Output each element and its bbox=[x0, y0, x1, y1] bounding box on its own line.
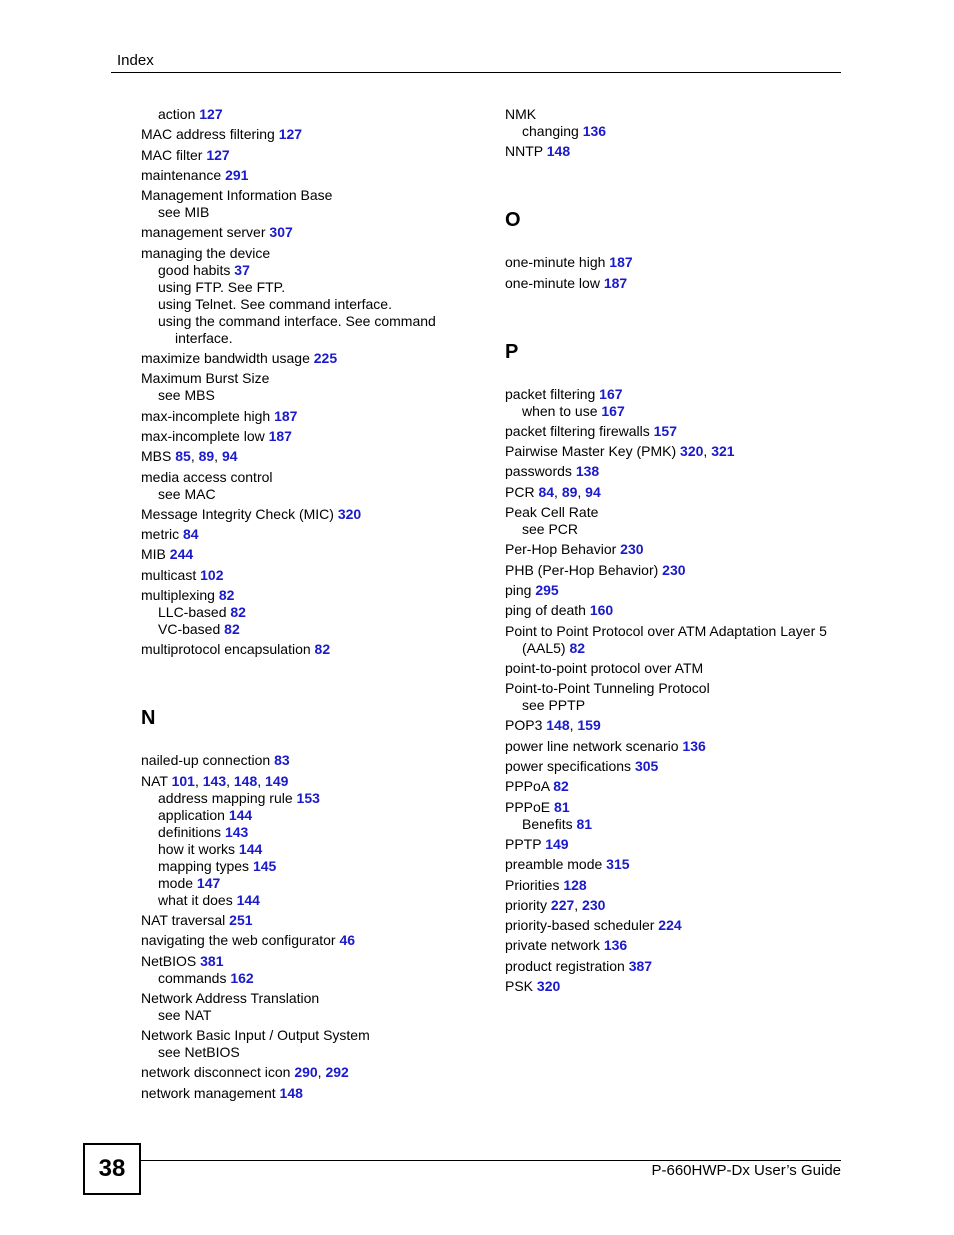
index-entry bbox=[141, 428, 481, 445]
index-term: NAT bbox=[141, 772, 168, 789]
index-term: media access control bbox=[141, 468, 273, 485]
page-header-title: Index bbox=[117, 52, 154, 69]
section-letter-heading: O bbox=[505, 209, 521, 232]
index-term: Point to Point Protocol over ATM Adaptation Layer 5 bbox=[505, 622, 827, 639]
index-column-right bbox=[505, 106, 845, 995]
index-term: what it does bbox=[158, 891, 233, 908]
index-subentry bbox=[141, 262, 481, 279]
page-link[interactable]: 291 bbox=[225, 166, 249, 183]
index-term: management server bbox=[141, 224, 266, 241]
index-term: Network Address Translation bbox=[141, 989, 320, 1006]
index-entry bbox=[141, 245, 481, 262]
index-entry: Pairwise Master Key (PMK) 320, 321 bbox=[505, 443, 735, 460]
index-entry bbox=[141, 953, 481, 970]
page-link[interactable]: 227 bbox=[550, 896, 575, 913]
page-link[interactable]: 305 bbox=[634, 758, 659, 775]
index-subentry bbox=[141, 621, 481, 638]
index-subentry bbox=[141, 313, 481, 330]
page-link[interactable]: 82 bbox=[569, 639, 586, 656]
index-term: MIB bbox=[141, 546, 166, 563]
index-term: nailed-up connection bbox=[141, 752, 271, 769]
index-term: managing the device bbox=[141, 244, 271, 261]
index-entry bbox=[505, 275, 845, 292]
index-entry bbox=[141, 147, 481, 164]
index-term: Pairwise Master Key (PMK) bbox=[505, 443, 677, 460]
page-link[interactable]: 320 bbox=[680, 443, 704, 460]
index-subentry bbox=[141, 204, 481, 221]
index-term: definitions bbox=[158, 823, 222, 840]
index-term: using Telnet. See command interface. bbox=[158, 295, 392, 312]
page-link[interactable]: 230 bbox=[582, 896, 606, 913]
index-term: packet filtering firewalls bbox=[505, 422, 650, 439]
page-link[interactable]: 82 bbox=[314, 641, 331, 658]
index-term: max-incomplete high bbox=[141, 407, 271, 424]
index-term: ping of death bbox=[505, 602, 586, 619]
index-entry: MBS 85, 89, 94 bbox=[141, 448, 238, 465]
page-link[interactable]: 153 bbox=[296, 789, 320, 806]
page-link[interactable]: 225 bbox=[313, 350, 338, 367]
index-entry bbox=[141, 932, 481, 949]
index-term: multicast bbox=[141, 566, 197, 583]
index-term: interface. bbox=[175, 329, 233, 346]
index-entry bbox=[141, 990, 481, 1007]
page-link[interactable]: 244 bbox=[169, 546, 194, 563]
index-term: good habits bbox=[158, 261, 231, 278]
index-entry bbox=[505, 386, 845, 403]
page-link[interactable]: 81 bbox=[554, 798, 570, 815]
page-link[interactable]: 82 bbox=[553, 778, 569, 795]
section-spacer bbox=[505, 364, 845, 386]
index-term: maintenance bbox=[141, 166, 222, 183]
index-entry bbox=[141, 224, 481, 241]
index-term: Message Integrity Check (MIC) bbox=[141, 505, 334, 522]
index-entry bbox=[141, 167, 481, 184]
index-term: packet filtering bbox=[505, 385, 596, 402]
index-entry bbox=[141, 1027, 481, 1044]
index-entry bbox=[141, 350, 481, 367]
index-term: see NetBIOS bbox=[158, 1044, 240, 1061]
index-term: passwords bbox=[505, 463, 572, 480]
index-entry: NAT 101, 143, 148, 149 bbox=[141, 772, 289, 789]
index-entry bbox=[505, 799, 845, 816]
index-entry bbox=[141, 126, 481, 143]
page-link[interactable]: 82 bbox=[218, 587, 235, 604]
page-link[interactable]: 290 bbox=[294, 1064, 318, 1081]
index-term: see PPTP bbox=[522, 697, 586, 714]
index-entry: POP3 148, 159 bbox=[505, 717, 601, 734]
page-link[interactable]: 387 bbox=[628, 957, 653, 974]
index-subentry bbox=[141, 279, 481, 296]
page-link[interactable]: 307 bbox=[269, 224, 293, 241]
page-link[interactable]: 128 bbox=[563, 876, 587, 893]
index-term: mapping types bbox=[158, 857, 250, 874]
index-term: priority bbox=[505, 896, 548, 913]
index-term: private network bbox=[505, 937, 600, 954]
section-spacer bbox=[505, 160, 845, 208]
page-link[interactable]: 187 bbox=[609, 254, 633, 271]
index-term: Benefits bbox=[522, 815, 573, 832]
index-term: POP3 bbox=[505, 717, 543, 734]
section-spacer bbox=[141, 730, 481, 752]
index-term: navigating the web configurator bbox=[141, 932, 336, 949]
index-subentry bbox=[141, 824, 481, 841]
index-term: one-minute high bbox=[505, 254, 606, 271]
page-link[interactable]: 84 bbox=[183, 526, 199, 543]
page-link[interactable]: 167 bbox=[601, 402, 625, 419]
index-term: commands bbox=[158, 969, 227, 986]
page-link[interactable]: 127 bbox=[278, 126, 303, 143]
index-term: application bbox=[158, 806, 225, 823]
page-link[interactable]: 82 bbox=[230, 604, 246, 621]
index-term: PPPoA bbox=[505, 778, 550, 795]
page-link[interactable]: 167 bbox=[599, 385, 623, 402]
index-term: see MAC bbox=[158, 485, 216, 502]
index-subentry bbox=[141, 841, 481, 858]
footer-divider bbox=[141, 1160, 841, 1161]
index-entry bbox=[505, 778, 845, 795]
index-entry bbox=[141, 370, 481, 387]
page-link[interactable]: 230 bbox=[620, 541, 644, 558]
page-link[interactable]: 187 bbox=[268, 427, 292, 444]
index-term: MAC address filtering bbox=[141, 126, 275, 143]
index-entry bbox=[141, 567, 481, 584]
index-entry bbox=[505, 106, 845, 123]
index-term: VC-based bbox=[158, 621, 221, 638]
index-term: Priorities bbox=[505, 876, 560, 893]
index-entry bbox=[505, 602, 845, 619]
page-link[interactable]: 148 bbox=[546, 717, 570, 734]
index-term: address mapping rule bbox=[158, 789, 293, 806]
index-term: ping bbox=[505, 581, 532, 598]
index-term: Network Basic Input / Output System bbox=[141, 1027, 370, 1044]
page-link[interactable]: 102 bbox=[200, 566, 224, 583]
page-link[interactable]: 127 bbox=[206, 146, 230, 163]
index-subentry bbox=[141, 330, 481, 347]
index-subentry bbox=[141, 858, 481, 875]
index-term: LLC-based bbox=[158, 604, 227, 621]
section-letter-heading: N bbox=[141, 707, 156, 730]
index-term: mode bbox=[158, 874, 194, 891]
page-link[interactable]: 320 bbox=[337, 505, 362, 522]
index-term: maximize bandwidth usage bbox=[141, 350, 310, 367]
page-link[interactable]: 149 bbox=[545, 835, 569, 852]
page-number-box bbox=[83, 1143, 141, 1195]
page-link[interactable]: 89 bbox=[198, 448, 215, 465]
index-entry bbox=[505, 937, 845, 954]
page-link[interactable]: 81 bbox=[576, 815, 593, 832]
index-term: NAT traversal bbox=[141, 911, 226, 928]
index-term: priority-based scheduler bbox=[505, 917, 655, 934]
index-term: network disconnect icon bbox=[141, 1064, 291, 1081]
page-link[interactable]: 157 bbox=[653, 422, 677, 439]
section-letter-heading: P bbox=[505, 340, 519, 363]
page-link[interactable]: 143 bbox=[224, 823, 249, 840]
index-term: changing bbox=[522, 123, 579, 139]
index-term: product registration bbox=[505, 957, 625, 974]
page-link[interactable]: 84 bbox=[538, 483, 555, 500]
index-entry bbox=[505, 758, 845, 775]
index-subentry bbox=[141, 875, 481, 892]
index-subentry bbox=[505, 403, 845, 420]
index-term: multiprotocol encapsulation bbox=[141, 641, 311, 658]
page-link[interactable]: 381 bbox=[200, 952, 224, 969]
index-entry bbox=[141, 641, 481, 658]
page-link[interactable]: 83 bbox=[274, 752, 290, 769]
index-entry bbox=[505, 463, 845, 480]
index-term: PCR bbox=[505, 483, 535, 500]
page-link[interactable]: 46 bbox=[339, 932, 356, 949]
index-entry: priority 227, 230 bbox=[505, 896, 606, 913]
page-link[interactable]: 127 bbox=[199, 106, 223, 122]
page-link[interactable]: 138 bbox=[575, 463, 600, 480]
index-term: see NAT bbox=[158, 1006, 212, 1023]
index-subentry bbox=[505, 697, 845, 714]
index-subentry bbox=[505, 640, 845, 657]
index-subentry bbox=[505, 123, 845, 140]
index-subentry bbox=[141, 1044, 481, 1061]
page-link[interactable]: 149 bbox=[265, 772, 289, 789]
index-term: NMK bbox=[505, 106, 537, 122]
index-entry bbox=[141, 469, 481, 486]
page-link[interactable]: 147 bbox=[196, 874, 221, 891]
index-term: power line network scenario bbox=[505, 737, 679, 754]
index-entry bbox=[505, 582, 845, 599]
section-spacer bbox=[505, 292, 845, 340]
page-link[interactable]: 94 bbox=[585, 483, 601, 500]
page-number: 38 bbox=[98, 1155, 126, 1182]
index-subentry bbox=[141, 807, 481, 824]
index-term: max-incomplete low bbox=[141, 427, 265, 444]
index-entry bbox=[505, 660, 845, 677]
index-subentry bbox=[505, 816, 845, 833]
index-entry bbox=[505, 917, 845, 934]
page-link[interactable]: 85 bbox=[175, 448, 191, 465]
index-term: see MIB bbox=[158, 204, 210, 221]
page-link[interactable]: 187 bbox=[603, 274, 628, 291]
index-term: one-minute low bbox=[505, 274, 600, 291]
index-entry bbox=[141, 546, 481, 563]
index-entry bbox=[505, 680, 845, 697]
index-term: using FTP. See FTP. bbox=[158, 278, 286, 295]
index-term: see MBS bbox=[158, 387, 215, 404]
index-subentry bbox=[141, 970, 481, 987]
page-link[interactable]: 224 bbox=[658, 917, 682, 934]
index-term: PPPoE bbox=[505, 798, 551, 815]
index-term: Peak Cell Rate bbox=[505, 504, 599, 521]
index-subentry bbox=[141, 296, 481, 313]
index-subentry bbox=[141, 604, 481, 621]
index-entry bbox=[505, 836, 845, 853]
index-entry bbox=[505, 423, 845, 440]
page-link[interactable]: 292 bbox=[325, 1064, 349, 1081]
index-entry bbox=[141, 1085, 481, 1102]
page-link[interactable]: 144 bbox=[228, 806, 253, 823]
index-entry bbox=[505, 738, 845, 755]
index-term: MBS bbox=[141, 448, 172, 465]
page-link[interactable]: 251 bbox=[229, 911, 253, 928]
page-link[interactable]: 162 bbox=[230, 969, 254, 986]
index-term: when to use bbox=[522, 402, 598, 419]
page-link[interactable]: 136 bbox=[582, 123, 607, 139]
index-term: NNTP bbox=[505, 143, 543, 160]
index-subentry bbox=[141, 387, 481, 404]
page-link[interactable]: 145 bbox=[252, 857, 277, 874]
index-term: MAC filter bbox=[141, 146, 203, 163]
index-term: PPTP bbox=[505, 835, 542, 852]
page-link[interactable]: 148 bbox=[279, 1084, 303, 1101]
index-entry bbox=[141, 187, 481, 204]
header-divider bbox=[111, 72, 841, 73]
page-link[interactable]: 148 bbox=[233, 772, 258, 789]
index-entry bbox=[141, 587, 481, 604]
index-entry bbox=[505, 143, 845, 160]
page-link[interactable]: 101 bbox=[171, 772, 195, 789]
page-link[interactable]: 320 bbox=[536, 978, 561, 995]
index-term: network management bbox=[141, 1084, 276, 1101]
page-link[interactable]: 144 bbox=[238, 840, 263, 857]
index-term: power specifications bbox=[505, 758, 632, 775]
index-term: Point-to-Point Tunneling Protocol bbox=[505, 680, 710, 697]
index-subentry bbox=[141, 106, 481, 123]
index-subentry bbox=[505, 521, 845, 538]
index-entry bbox=[141, 752, 481, 769]
index-subentry bbox=[141, 1007, 481, 1024]
index-entry bbox=[505, 856, 845, 873]
page-link[interactable]: 94 bbox=[221, 448, 238, 465]
index-entry bbox=[505, 958, 845, 975]
index-entry: network disconnect icon 290, 292 bbox=[141, 1064, 349, 1081]
index-term: (AAL5) bbox=[522, 639, 566, 656]
page-link[interactable]: 187 bbox=[274, 407, 298, 424]
index-term: using the command interface. See command bbox=[158, 312, 436, 329]
index-entry bbox=[505, 978, 845, 995]
page-link[interactable]: 136 bbox=[682, 737, 706, 754]
index-term: how it works bbox=[158, 840, 236, 857]
page-link[interactable]: 136 bbox=[603, 937, 628, 954]
index-term: PHB (Per-Hop Behavior) bbox=[505, 561, 659, 578]
index-entry bbox=[505, 623, 845, 640]
page-link[interactable]: 82 bbox=[224, 621, 240, 638]
index-entry bbox=[505, 877, 845, 894]
page-link[interactable]: 148 bbox=[546, 143, 571, 160]
index-subentry bbox=[141, 486, 481, 503]
index-term: NetBIOS bbox=[141, 952, 197, 969]
index-term: preamble mode bbox=[505, 856, 603, 873]
footer-guide-title: P-660HWP-Dx User’s Guide bbox=[651, 1162, 841, 1179]
page-link[interactable]: 144 bbox=[236, 891, 260, 908]
page-link[interactable]: 230 bbox=[662, 561, 686, 578]
index-entry bbox=[505, 541, 845, 558]
index-term: action bbox=[158, 106, 196, 122]
page-link[interactable]: 159 bbox=[577, 717, 601, 734]
index-term: PSK bbox=[505, 978, 534, 995]
index-entry bbox=[141, 526, 481, 543]
index-entry bbox=[505, 504, 845, 521]
section-spacer bbox=[141, 658, 481, 706]
index-term: metric bbox=[141, 526, 180, 543]
index-entry bbox=[141, 408, 481, 425]
page-link[interactable]: 160 bbox=[589, 602, 614, 619]
index-entry bbox=[141, 912, 481, 929]
index-term: Maximum Burst Size bbox=[141, 370, 270, 387]
index-term: point-to-point protocol over ATM bbox=[505, 659, 704, 676]
page-link[interactable]: 89 bbox=[561, 483, 578, 500]
page-link[interactable]: 295 bbox=[535, 581, 559, 598]
index-entry bbox=[141, 506, 481, 523]
index-term: see PCR bbox=[522, 521, 579, 538]
index-term: multiplexing bbox=[141, 587, 215, 604]
index-subentry bbox=[141, 892, 481, 909]
index-entry bbox=[505, 562, 845, 579]
index-subentry bbox=[141, 790, 481, 807]
index-entry bbox=[505, 254, 845, 271]
page-link[interactable]: 315 bbox=[606, 856, 630, 873]
section-spacer bbox=[505, 232, 845, 254]
page-link[interactable]: 321 bbox=[711, 443, 735, 460]
index-entry: PCR 84, 89, 94 bbox=[505, 483, 601, 500]
index-term: Per-Hop Behavior bbox=[505, 541, 617, 558]
index-term: Management Information Base bbox=[141, 187, 333, 204]
page-link[interactable]: 143 bbox=[202, 772, 227, 789]
page-link[interactable]: 37 bbox=[234, 261, 250, 278]
index-column-left bbox=[141, 106, 481, 1102]
